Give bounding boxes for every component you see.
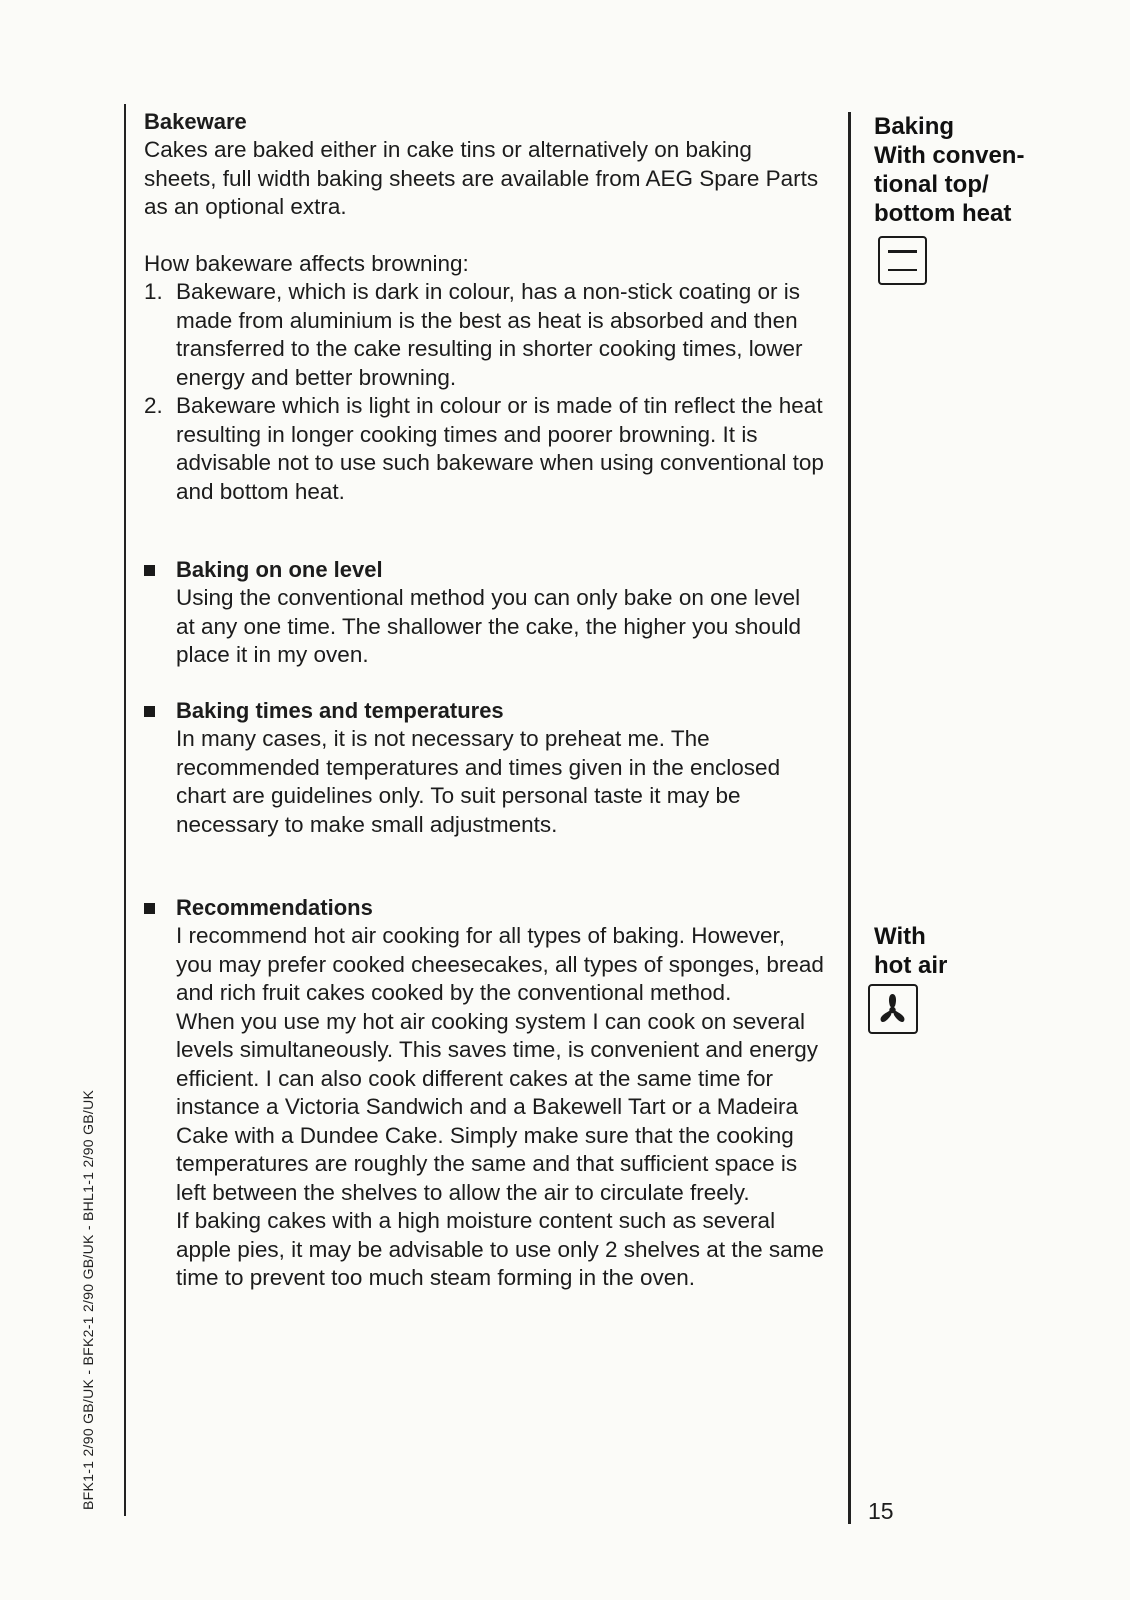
sidebar-hotair-heading: With hot air	[874, 923, 948, 979]
bullet-square	[144, 565, 155, 576]
recommendations-p1: I recommend hot air cooking for all types of baking. However, you may prefer cooked cheesecakes, all types of sponges, bread and rich fruit cakes cooked by the conventional method.	[176, 923, 824, 1005]
left-margin-rule	[124, 104, 126, 1516]
times-heading: Baking times and temperatures	[176, 698, 504, 723]
times-text: In many cases, it is not necessary to preheat me. The recommended temperatures and times given in the enclosed chart are guidelines only. To suit personal taste it may be necessary to make small adjustments.	[176, 726, 781, 837]
recommendations-section	[144, 894, 824, 1293]
fan-icon	[868, 984, 918, 1034]
one-level-section	[144, 556, 824, 670]
bakeware-intro: Cakes are baked either in cake tins or alternatively on baking sheets, full width baking sheets are available from AEG Spare Parts as an optional extra.	[144, 137, 819, 219]
page-number: 15	[868, 1498, 894, 1524]
times-section	[144, 697, 824, 839]
recommendations-heading: Recommendations	[176, 895, 373, 920]
list-item: 1. Bakeware, which is dark in colour, has a non-stick coating or is made from aluminium is the best as heat is absorbed and then transferred to the cake resulting in shorter cooking times, lower energy and better browning.	[144, 279, 803, 390]
sidebar-conventional-heading: Baking With conven- tional top/ bottom heat	[874, 113, 1025, 227]
bakeware-heading: Bakeware	[144, 109, 247, 134]
recommendations-p3: If baking cakes with a high moisture content such as several apple pies, it may be advisable to use only 2 shelves at the same time to prevent too much steam forming in the oven.	[176, 1208, 824, 1290]
bakeware-section	[144, 108, 824, 506]
right-column-rule	[848, 112, 851, 1524]
bullet-square	[144, 903, 155, 914]
list-item: 2. Bakeware which is light in colour or is made of tin reflect the heat resulting in longer cooking times and poorer browning. It is advisable not to use such bakeware when using conventional top and bottom heat.	[144, 393, 824, 504]
recommendations-p2: When you use my hot air cooking system I can cook on several levels simultaneously. This saves time, is convenient and energy efficient. I can also cook different cakes at the same time for instance a Victoria Sandwich and a Bakewell Tart or a Madeira Cake with a Dundee Cake. Simply make sure that the cooking temperatures are roughly the same and that sufficient space is left between the shelves to allow the air to circulate freely.	[176, 1008, 818, 1205]
browning-intro: How bakeware affects browning:	[144, 250, 469, 276]
bullet-square	[144, 706, 155, 717]
one-level-text: Using the conventional method you can only bake on one level at any one time. The shallower the cake, the higher you should place it in my oven.	[176, 585, 801, 667]
one-level-heading: Baking on one level	[176, 557, 383, 582]
margin-document-code: BFK1-1 2/90 GB/UK - BFK2-1 2/90 GB/UK - BHL1-1 2/90 GB/UK	[80, 1089, 96, 1510]
browning-list	[144, 278, 824, 506]
top-bottom-heat-icon	[878, 236, 927, 285]
